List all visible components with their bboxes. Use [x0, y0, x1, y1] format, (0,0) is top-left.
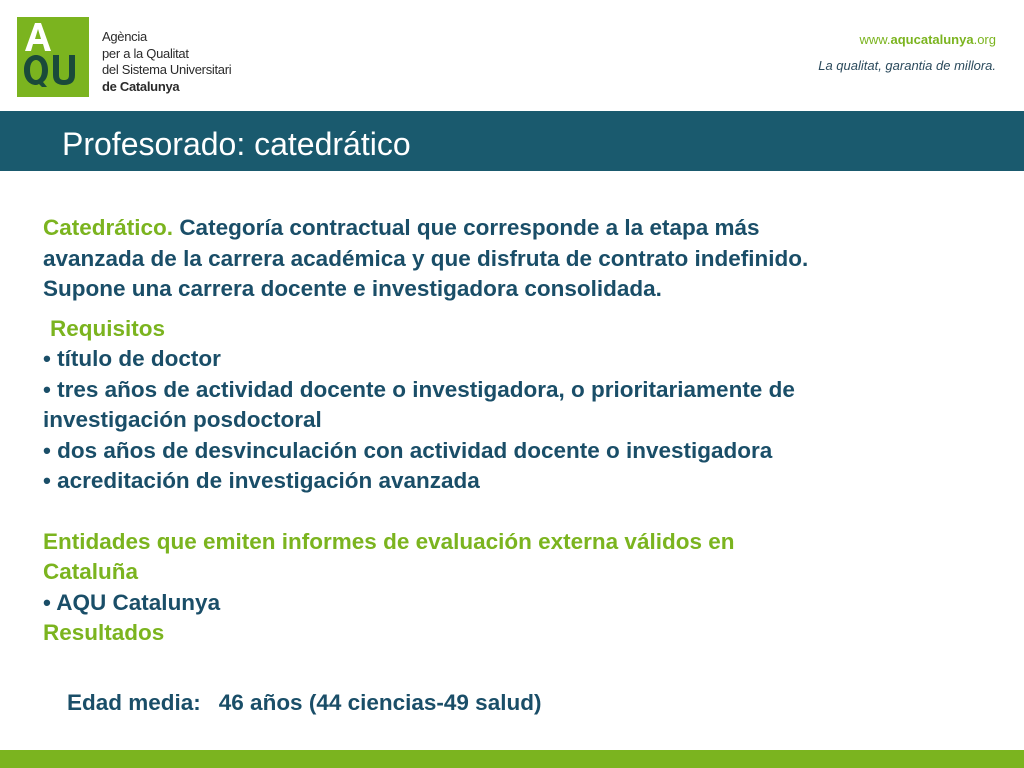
requisitos-heading: Requisitos — [50, 315, 166, 341]
org-line-1: Agència — [102, 29, 147, 44]
requisito-item: • dos años de desvinculación con actividad docente o investigadora — [43, 437, 773, 463]
requisito-item: • tres años de actividad docente o investigadora, o prioritariamente de — [43, 376, 795, 402]
definition-text-1: Categoría contractual que corresponde a la etapa más — [179, 215, 760, 240]
page-title: Profesorado: catedrático — [62, 126, 411, 162]
organization-name — [102, 29, 231, 95]
title-bar — [0, 111, 1024, 171]
entidades-heading-line-1: Entidades que emiten informes de evaluación externa válidos en — [43, 528, 735, 554]
spacer — [43, 497, 943, 527]
definition-term: Catedrático. — [43, 215, 174, 240]
definition-line-3: Supone una carrera docente e investigadora consolidada. — [43, 276, 662, 301]
aqu-logo-mark — [17, 17, 89, 97]
entidades-heading-line-2: Cataluña — [43, 559, 139, 584]
resultados-heading: Resultados — [43, 620, 165, 645]
org-line-4-text: de Catalunya — [102, 78, 180, 94]
website-suffix: .org — [973, 32, 996, 47]
org-line-2: per a la Qualitat — [102, 45, 189, 61]
requisito-item: • acreditación de investigación avanzada — [43, 468, 480, 493]
edad-label: Edad media: — [67, 690, 201, 715]
website-prefix: www. — [859, 32, 891, 47]
requisito-item-continuation: investigación posdoctoral — [43, 407, 322, 432]
definition-line-1 — [43, 213, 943, 244]
edad-value: 46 años (44 ciencias-49 salud) — [218, 690, 542, 715]
org-line-4 — [102, 79, 231, 96]
requisito-item: • título de doctor — [43, 346, 221, 371]
website-domain: aqucatalunya — [890, 32, 974, 47]
slide-content — [43, 213, 943, 649]
tagline: La qualitat, garantia de millora. — [818, 58, 996, 73]
org-line-3: del Sistema Universitari — [102, 62, 232, 77]
definition-line-2: avanzada de la carrera académica y que disfruta de contrato indefinido. — [43, 245, 809, 271]
bottom-bar — [0, 750, 1024, 768]
entidad-item: • AQU Catalunya — [43, 589, 221, 615]
edad-media — [67, 690, 541, 716]
aqu-logo — [17, 17, 89, 97]
website-link[interactable] — [859, 32, 996, 47]
spacer — [43, 305, 943, 314]
